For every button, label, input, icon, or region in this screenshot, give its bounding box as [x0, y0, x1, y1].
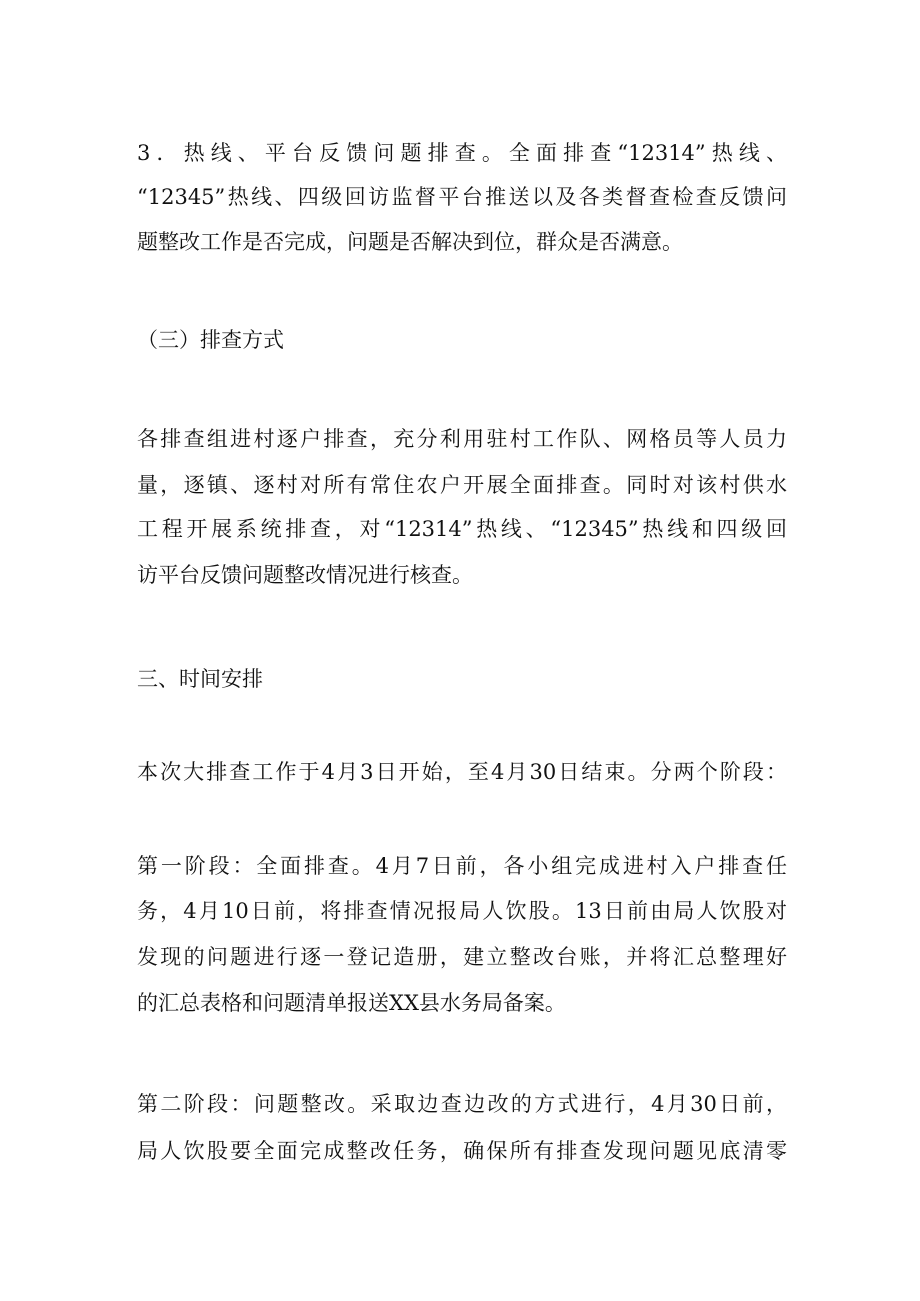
section-heading: 三、时间安排 [137, 667, 263, 691]
paragraph-line: 工程开展系统排查，对“12314”热线、“12345”热线和四级回 [137, 517, 787, 541]
paragraph-line: 局人饮股要全面完成整改任务，确保所有排查发现问题见底清零 [137, 1139, 787, 1163]
paragraph-line: 的汇总表格和问题清单报送XX县水务局备案。 [137, 991, 566, 1015]
paragraph-line: “12345”热线、四级回访监督平台推送以及各类督查检查反馈问 [137, 185, 787, 209]
section-heading: （三）排查方式 [137, 328, 284, 352]
paragraph-line: 务，4月10日前，将排查情况报局人饮股。13日前由局人饮股对 [137, 899, 787, 923]
paragraph-line: 第二阶段：问题整改。采取边查边改的方式进行，4月30日前， [137, 1092, 787, 1116]
paragraph-line: 量，逐镇、逐村对所有常住农户开展全面排查。同时对该村供水 [137, 473, 787, 497]
paragraph-line: 访平台反馈问题整改情况进行核查。 [137, 563, 473, 587]
paragraph-line: 题整改工作是否完成，问题是否解决到位，群众是否满意。 [137, 230, 683, 254]
paragraph-line: 本次大排查工作于4月3日开始，至4月30日结束。分两个阶段： [137, 760, 787, 784]
paragraph-line: 各排查组进村逐户排查，充分利用驻村工作队、网格员等人员力 [137, 427, 787, 451]
paragraph-line: 第一阶段：全面排查。4月7日前，各小组完成进村入户排查任 [137, 854, 787, 878]
paragraph-line: 3．热线、平台反馈问题排查。全面排查“12314”热线、 [137, 141, 787, 165]
paragraph-line: 发现的问题进行逐一登记造册，建立整改台账，并将汇总整理好 [137, 945, 787, 969]
